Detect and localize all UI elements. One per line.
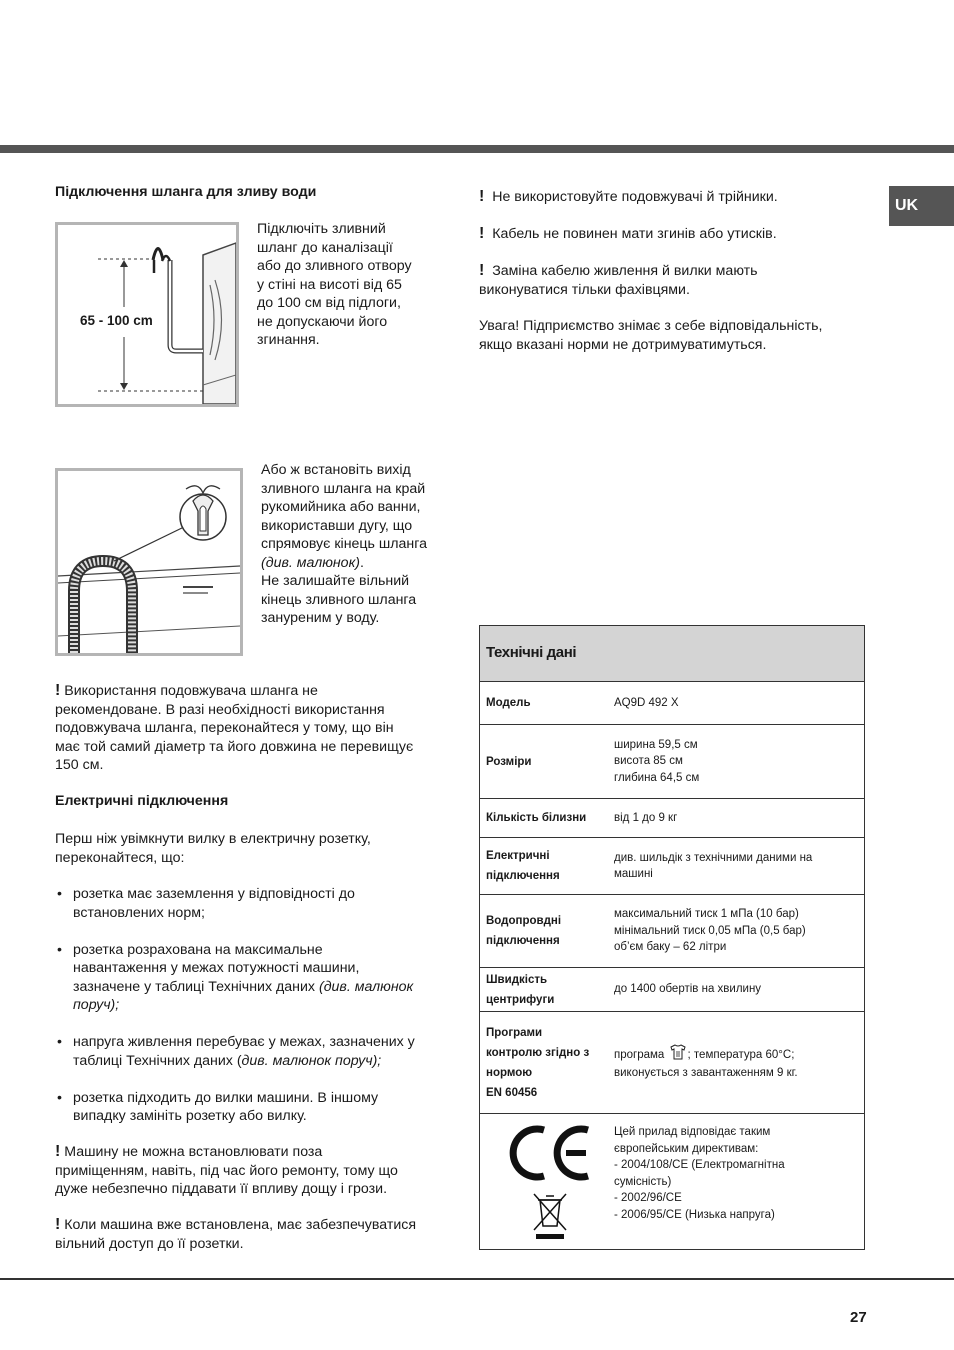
warning-replacement: [479, 262, 758, 299]
drain-heading: Підключення шланга для зливу води: [55, 184, 317, 200]
warning-no-extension-text: Не використовуйте подовжувачі й трійники.: [492, 189, 778, 205]
warning-extension-text: Використання подовжувача шланга не рекомендоване. В разі необхідності використання подовжувача шланга, переконайтеся у тому, що він має той самий діаметр та його довжина не перевищує 150 см.: [55, 683, 414, 773]
table-row: [480, 838, 864, 895]
liability-note: Увага! Підприємство знімає з себе відповідальність, якщо вказані норми не дотримуватимуться.: [479, 318, 823, 353]
warning-mark: !: [55, 1143, 61, 1160]
electric-intro: Перш ніж увімкнути вилку в електричну розетку, переконайтеся, що:: [55, 831, 371, 866]
table-key: Водопровдні підключення: [486, 915, 562, 947]
list-item: • розетка має заземлення у відповідності до встановлених норм;: [55, 885, 455, 922]
table-key: Електричні підключення: [486, 850, 560, 882]
table-value: ширина 59,5 см висота 85 см глибина 64,5 см: [614, 738, 700, 784]
height-range-label: 65 - 100 cm: [80, 313, 153, 328]
table-value: до 1400 обертів на хвилину: [614, 983, 762, 996]
electric-heading: Електричні підключення: [55, 793, 229, 809]
list-item: [55, 941, 455, 1015]
warning-outdoor-text: Машину не можна встановлювати поза приміщенням, навіть, під час його ремонту, тому що дуже небезпечно піддавати її впливу дощу і грози.: [55, 1144, 398, 1197]
table-row: [480, 682, 864, 725]
figure-drain-sink: [55, 468, 243, 656]
program-text-b: ; температура 60°C; виконується з завантаженням 9 кг.: [614, 1048, 798, 1079]
warning-cable-text: Кабель не повинен мати згинів або утисків.: [492, 226, 777, 242]
warning-cable: [479, 225, 777, 244]
weee-bin-icon: [530, 1192, 570, 1240]
table-key: Кількість білизни: [486, 812, 587, 824]
table-value: [614, 1012, 864, 1113]
warning-access: [55, 1216, 416, 1253]
drain-sink-text-b: . Не залишайте вільний кінець зливного шланга зануреним у воду.: [261, 554, 417, 626]
drain-sink-text-italic: (див. малюнок): [261, 554, 360, 571]
table-row: [480, 1012, 864, 1114]
table-key: Швидкість центрифуги: [486, 973, 555, 1006]
warning-mark: !: [479, 262, 485, 279]
table-row: [480, 968, 864, 1012]
ce-mark-icon: [508, 1124, 592, 1182]
ce-directives: Цей прилад відповідає таким європейським директивам: - 2004/108/CE (Електромагнітна сумісність) - 2002/96/CE - 2006/95/CE (Низька напруга): [614, 1126, 785, 1221]
list-item-italic: див. малюнок поруч);: [241, 1052, 382, 1069]
drain-sink-illustration: [58, 471, 240, 653]
table-value: AQ9D 492 X: [614, 696, 679, 709]
electric-checklist: [55, 885, 455, 1144]
warning-mark: !: [55, 1216, 61, 1233]
warning-extension: [55, 682, 413, 775]
list-item-text: напруга живлення перебуває у межах, зазначених у таблиці Технічних даних (: [73, 1034, 415, 1069]
program-text-a: програма: [614, 1048, 668, 1061]
table-key: Модель: [486, 697, 531, 709]
list-item: • розетка підходить до вилки машини. В іншому випадку замініть розетку або вилку.: [55, 1089, 455, 1126]
table-value: від 1 до 9 кг: [614, 811, 678, 824]
page-number: 27: [850, 1309, 867, 1326]
drain-wall-paragraph: Підключіть зливний шланг до каналізації або до зливного отвору у стіні на висоті від 65 до 100 см від підлоги, не допускаючи його згинання.: [257, 221, 412, 348]
list-item-text: розетка розрахована на максимальне навантаження у межах потужності машини, зазначене у таблиці Технічних даних: [73, 941, 360, 995]
table-value: див. шильдік з технічними даними на машині: [614, 851, 813, 880]
technical-data-table: [479, 625, 865, 1250]
warning-outdoor: [55, 1143, 398, 1199]
list-item-italic: (див. малюнок поруч);: [73, 978, 414, 1013]
list-item: [55, 1033, 455, 1070]
table-row: [480, 799, 864, 838]
table-key: Розміри: [486, 755, 532, 768]
footer-rule: [0, 1278, 954, 1280]
table-row: [480, 1114, 864, 1249]
certification-marks: [480, 1114, 614, 1249]
warning-mark: !: [479, 188, 485, 205]
warning-no-extension: [479, 188, 778, 207]
table-value: максимальний тиск 1 мПа (10 бар) мінімальний тиск 0,05 мПа (0,5 бар) об’єм баку – 62 літри: [614, 908, 806, 954]
figure-drain-wall: [55, 222, 239, 407]
table-row: [480, 725, 864, 799]
technical-data-title: Технічні дані: [480, 626, 864, 682]
language-tab: UK: [889, 186, 954, 226]
drain-sink-paragraph: [261, 461, 427, 628]
top-bar: [0, 145, 954, 153]
warning-replacement-text: Заміна кабелю живлення й вилки мають виконуватися тільки фахівцями.: [479, 263, 758, 298]
drain-sink-text-a: Або ж встановіть вихід зливного шланга на край рукомийника або ванни, використавши дугу, що спрямовує кінець шланга: [261, 462, 428, 552]
table-key: Програми контролю згідно з нормою EN 60456: [486, 1026, 590, 1099]
warning-access-text: Коли машина вже встановлена, має забезпечуватися вільний доступ до її розетки.: [55, 1217, 417, 1252]
warning-mark: !: [479, 225, 485, 242]
table-row: [480, 895, 864, 968]
warning-mark: !: [55, 682, 61, 699]
cotton-program-icon: [668, 1044, 688, 1066]
